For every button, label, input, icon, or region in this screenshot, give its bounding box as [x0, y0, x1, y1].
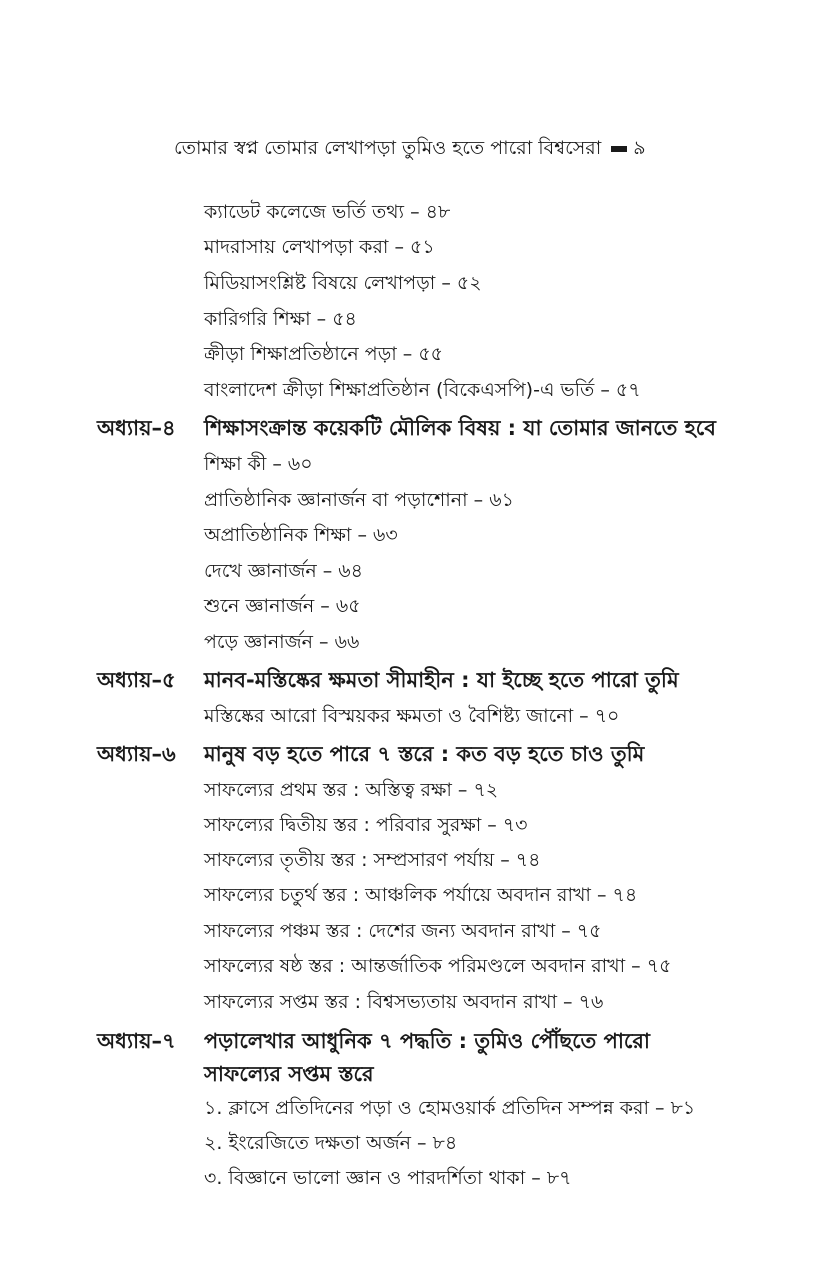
chapter-label: অধ্যায়–৫	[97, 668, 176, 692]
running-header	[174, 134, 745, 166]
toc-entry: সাফল্যের ষষ্ঠ স্তর : আন্তর্জাতিক পরিমণ্ডলে অবদান রাখা – ৭৫	[204, 955, 672, 977]
page-number: ৯	[633, 137, 646, 159]
toc-entry: সাফল্যের প্রথম স্তর : অস্তিত্ব রক্ষা – ৭২	[204, 779, 499, 801]
toc-entry: পড়ে জ্ঞানার্জন – ৬৬	[204, 631, 360, 653]
toc-entry: শুনে জ্ঞানার্জন – ৬৫	[204, 595, 361, 617]
toc-entry: মস্তিষ্কের আরো বিস্ময়কর ক্ষমতা ও বৈশিষ্ট্য জানো – ৭০	[204, 705, 620, 727]
toc-entry: শিক্ষা কী – ৬০	[204, 453, 313, 475]
header-separator-bar	[611, 146, 627, 152]
chapter-label: অধ্যায়–৬	[97, 742, 176, 766]
toc-entry: ১. ক্লাসে প্রতিদিনের পড়া ও হোমওয়ার্ক প্রতিদিন সম্পন্ন করা – ৮১	[204, 1097, 696, 1119]
toc-entry: দেখে জ্ঞানার্জন – ৬৪	[204, 560, 363, 582]
chapter-title: মানুষ বড় হতে পারে ৭ স্তরে : কত বড় হতে চাও তুমি	[204, 742, 645, 766]
toc-entry: অপ্রাতিষ্ঠানিক শিক্ষা – ৬৩	[204, 524, 398, 546]
toc-entry: প্রাতিষ্ঠানিক জ্ঞানার্জন বা পড়াশোনা – ৬১	[204, 489, 514, 511]
chapter-title: মানব-মস্তিষ্কের ক্ষমতা সীমাহীন : যা ইচ্ছে হতে পারো তুমি	[204, 668, 679, 692]
toc-entry: সাফল্যের দ্বিতীয় স্তর : পরিবার সুরক্ষা – ৭৩	[204, 814, 528, 836]
chapter-title: শিক্ষাসংক্রান্ত কয়েকটি মৌলিক বিষয় : যা তোমার জানতে হবে	[204, 416, 716, 440]
chapter-title-continued: সাফল্যের সপ্তম স্তরে	[204, 1062, 374, 1086]
toc-entry: মিডিয়াসংশ্লিষ্ট বিষয়ে লেখাপড়া – ৫২	[204, 272, 482, 294]
chapter-label: অধ্যায়–৪	[97, 416, 176, 440]
running-title: তোমার স্বপ্ন তোমার লেখাপড়া তুমিও হতে পারো বিশ্বসেরা	[174, 137, 602, 159]
toc-entry: মাদরাসায় লেখাপড়া করা – ৫১	[204, 236, 435, 258]
toc-entry: সাফল্যের চতুর্থ স্তর : আঞ্চলিক পর্যায়ে অবদান রাখা – ৭৪	[204, 884, 638, 906]
toc-entry: সাফল্যের তৃতীয় স্তর : সম্প্রসারণ পর্যায় – ৭৪	[204, 849, 541, 871]
toc-entry: বাংলাদেশ ক্রীড়া শিক্ষাপ্রতিষ্ঠান (বিকেএসপি)-এ ভর্তি – ৫৭	[204, 379, 641, 401]
toc-entry: ২. ইংরেজিতে দক্ষতা অর্জন – ৮৪	[204, 1132, 458, 1154]
chapter-title: পড়ালেখার আধুনিক ৭ পদ্ধতি : তুমিও পৌঁছতে পারো	[204, 1029, 651, 1053]
toc-entry: সাফল্যের পঞ্চম স্তর : দেশের জন্য অবদান রাখা – ৭৫	[204, 920, 602, 942]
toc-entry: ৩. বিজ্ঞানে ভালো জ্ঞান ও পারদর্শিতা থাকা – ৮৭	[204, 1167, 572, 1189]
toc-entry: ক্রীড়া শিক্ষাপ্রতিষ্ঠানে পড়া – ৫৫	[204, 343, 444, 365]
toc-entry: কারিগরি শিক্ষা – ৫৪	[204, 308, 357, 330]
chapter-label: অধ্যায়–৭	[97, 1029, 176, 1053]
toc-entry: সাফল্যের সপ্তম স্তর : বিশ্বসভ্যতায় অবদান রাখা – ৭৬	[204, 991, 604, 1013]
toc-entry: ক্যাডেট কলেজে ভর্তি তথ্য – ৪৮	[204, 201, 451, 223]
